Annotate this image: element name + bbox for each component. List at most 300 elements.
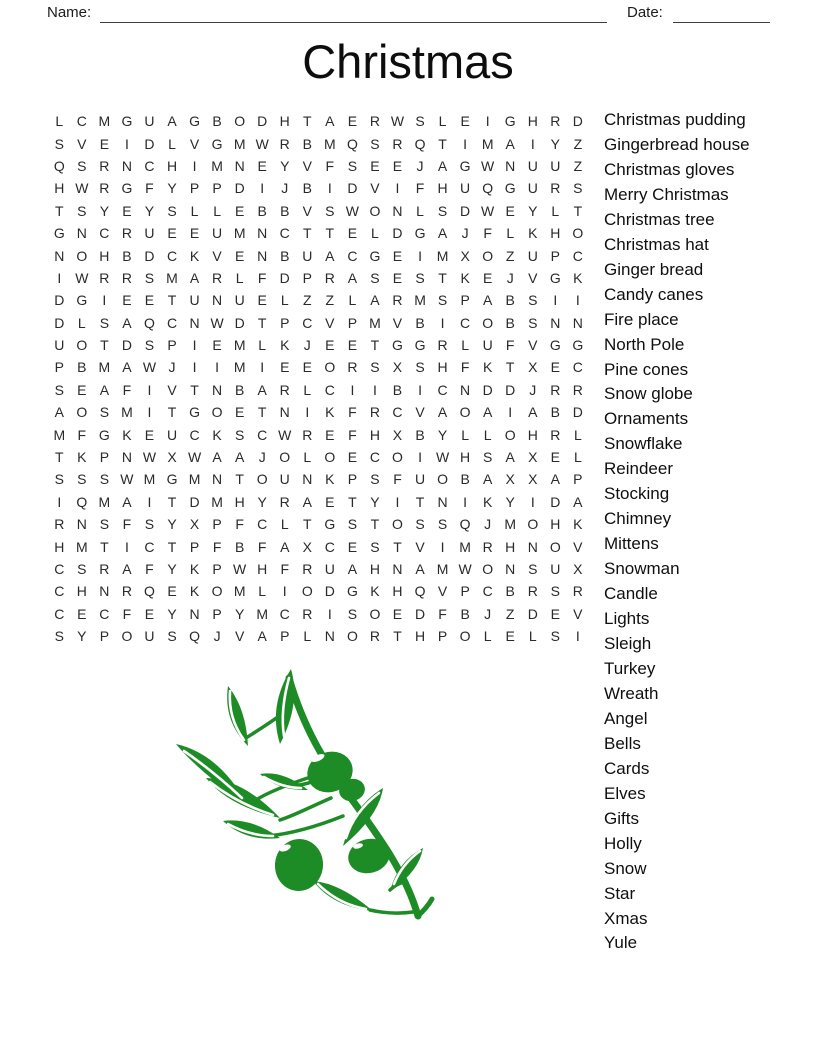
grid-letter: Q xyxy=(482,180,494,197)
grid-letter: J xyxy=(416,157,424,174)
grid-letter: A xyxy=(302,493,312,510)
grid-letter: U xyxy=(527,247,538,264)
grid-letter: Y xyxy=(167,180,177,197)
grid-letter: F xyxy=(122,516,132,533)
grid-letter: E xyxy=(122,202,132,219)
grid-letter: N xyxy=(505,561,516,577)
grid-letter: I xyxy=(260,180,265,197)
grid-letter: S xyxy=(99,314,110,331)
grid-letter: E xyxy=(325,493,335,510)
grid-letter: T xyxy=(303,516,312,533)
grid-letter: E xyxy=(144,292,155,309)
word-list-item: Reindeer xyxy=(604,459,673,479)
grid-letter: P xyxy=(167,337,177,354)
date-label: Date: xyxy=(627,4,663,21)
grid-letter: C xyxy=(279,225,290,242)
grid-letter: R xyxy=(279,135,290,152)
grid-letter: T xyxy=(100,337,109,354)
grid-letter: E xyxy=(257,292,267,309)
word-list-item: Wreath xyxy=(604,683,659,703)
grid-letter: N xyxy=(302,471,313,488)
word-list-item: Xmas xyxy=(604,908,648,928)
grid-letter: N xyxy=(437,493,448,510)
grid-letter: W xyxy=(75,269,89,286)
grid-letter: T xyxy=(303,113,312,130)
grid-letter: A xyxy=(505,449,515,466)
grid-letter: N xyxy=(324,628,335,645)
grid-letter: Q xyxy=(144,583,155,600)
grid-letter: Z xyxy=(505,247,515,264)
grid-letter: F xyxy=(393,471,402,488)
grid-letter: N xyxy=(550,314,561,331)
grid-letter: R xyxy=(99,180,110,197)
grid-letter: F xyxy=(483,225,492,242)
grid-letter: F xyxy=(122,381,132,398)
grid-letter: P xyxy=(437,628,448,645)
grid-letter: A xyxy=(325,113,335,130)
word-list-item: Snow globe xyxy=(604,384,693,404)
grid-letter: P xyxy=(99,628,110,645)
grid-letter: C xyxy=(54,561,65,577)
grid-letter: M xyxy=(53,426,66,443)
grid-letter: C xyxy=(189,426,200,443)
grid-letter: C xyxy=(460,314,471,331)
grid-letter: E xyxy=(347,337,358,354)
grid-letter: L xyxy=(573,449,582,466)
name-label: Name: xyxy=(47,4,92,21)
grid-letter: Z xyxy=(505,605,515,622)
grid-letter: M xyxy=(369,314,381,331)
word-list-item: Lights xyxy=(604,609,650,629)
grid-letter: M xyxy=(166,269,178,286)
word-list-item: Holly xyxy=(604,833,642,853)
grid-letter: M xyxy=(233,135,246,152)
grid-letter: S xyxy=(144,337,155,354)
word-list-item: Ginger bread xyxy=(604,259,704,279)
grid-letter: V xyxy=(302,202,312,219)
grid-letter: R xyxy=(99,269,110,286)
grid-letter: U xyxy=(527,157,538,174)
grid-letter: E xyxy=(325,337,335,354)
grid-letter: E xyxy=(257,157,267,174)
name-fill-in-line xyxy=(100,5,607,23)
grid-letter: Q xyxy=(414,135,426,152)
grid-letter: J xyxy=(529,381,537,398)
grid-letter: E xyxy=(144,426,155,443)
grid-letter: U xyxy=(279,471,290,488)
grid-letter: E xyxy=(144,605,155,622)
grid-letter: G xyxy=(166,471,178,488)
grid-letter: S xyxy=(347,157,358,174)
grid-letter: I xyxy=(553,292,558,309)
grid-letter: H xyxy=(234,493,245,510)
grid-letter: L xyxy=(483,628,492,645)
grid-letter: U xyxy=(189,292,200,309)
grid-letter: X xyxy=(528,359,538,376)
page-title: Christmas xyxy=(302,35,514,88)
grid-letter: U xyxy=(54,337,65,354)
grid-letter: G xyxy=(121,113,133,130)
grid-letter: C xyxy=(482,583,493,600)
grid-letter: J xyxy=(303,337,311,354)
grid-letter: G xyxy=(211,135,223,152)
grid-letter: Y xyxy=(167,516,177,533)
grid-letter: Z xyxy=(303,292,312,309)
grid-letter: K xyxy=(122,426,132,443)
grid-letter: R xyxy=(369,404,380,421)
grid-letter: A xyxy=(325,247,335,264)
grid-letter: D xyxy=(460,202,471,219)
grid-letter: U xyxy=(234,292,245,309)
grid-letter: H xyxy=(369,426,380,443)
grid-letter: W xyxy=(345,202,359,219)
grid-letter: C xyxy=(392,404,403,421)
grid-letter: F xyxy=(145,180,154,197)
grid-letter: L xyxy=(55,113,64,130)
grid-letter: B xyxy=(415,314,425,331)
word-list-item: Chimney xyxy=(604,509,672,529)
grid-letter: R xyxy=(482,538,493,555)
grid-letter: G xyxy=(346,583,358,600)
date-fill-in-line xyxy=(673,5,770,23)
grid-letter: C xyxy=(572,359,583,376)
grid-letter: G xyxy=(189,404,200,421)
grid-letter: L xyxy=(461,337,470,354)
grid-letter: A xyxy=(482,471,493,488)
grid-letter: E xyxy=(392,157,403,174)
grid-letter: C xyxy=(572,247,583,264)
grid-letter: D xyxy=(234,314,245,331)
grid-letter: H xyxy=(279,113,290,130)
grid-letter: E xyxy=(550,359,560,376)
grid-letter: I xyxy=(418,449,422,466)
grid-letter: G xyxy=(324,516,336,533)
grid-letter: O xyxy=(482,314,494,331)
grid-letter: T xyxy=(54,449,64,466)
grid-letter: K xyxy=(482,359,493,376)
grid-letter: Y xyxy=(167,561,177,577)
grid-letter: O xyxy=(369,605,381,622)
grid-letter: B xyxy=(392,381,403,398)
grid-letter: N xyxy=(527,538,538,555)
grid-letter: W xyxy=(187,449,202,466)
grid-letter: L xyxy=(461,426,470,443)
grid-letter: E xyxy=(234,247,245,264)
grid-letter: X xyxy=(528,471,538,488)
grid-letter: O xyxy=(369,202,381,219)
grid-letter: L xyxy=(348,292,357,309)
grid-letter: D xyxy=(144,135,155,152)
grid-letter: H xyxy=(505,538,516,555)
grid-letter: T xyxy=(54,202,64,219)
grid-letter: R xyxy=(550,180,561,197)
grid-letter: P xyxy=(302,269,312,286)
grid-letter: U xyxy=(144,225,155,242)
grid-letter: I xyxy=(440,538,445,555)
grid-letter: P xyxy=(460,292,470,309)
grid-letter: T xyxy=(505,359,515,376)
grid-letter: S xyxy=(144,516,155,533)
grid-letter: T xyxy=(167,538,177,555)
grid-letter: S xyxy=(54,381,64,398)
grid-letter: G xyxy=(414,337,426,354)
grid-letter: A xyxy=(437,157,448,174)
grid-letter: R xyxy=(121,583,132,600)
grid-letter: G xyxy=(549,269,561,286)
grid-letter: D xyxy=(392,225,403,242)
grid-letter: G xyxy=(504,180,516,197)
grid-letter: B xyxy=(234,538,245,555)
grid-letter: O xyxy=(76,404,88,421)
grid-letter: L xyxy=(235,269,244,286)
grid-letter: I xyxy=(147,404,152,421)
grid-letter: M xyxy=(436,561,449,577)
grid-letter: M xyxy=(211,157,223,174)
word-list-item: North Pole xyxy=(604,334,685,354)
grid-letter: S xyxy=(234,426,245,443)
grid-letter: R xyxy=(302,426,313,443)
grid-letter: P xyxy=(280,314,290,331)
grid-letter: U xyxy=(414,471,426,488)
grid-letter: V xyxy=(528,337,538,354)
grid-letter: R xyxy=(550,381,561,398)
grid-letter: C xyxy=(54,605,65,622)
grid-letter: S xyxy=(77,561,87,577)
grid-letter: T xyxy=(573,202,583,219)
grid-letter: T xyxy=(438,269,447,286)
grid-letter: S xyxy=(415,113,425,130)
grid-letter: W xyxy=(481,202,495,219)
word-list-item: Angel xyxy=(604,708,648,728)
grid-letter: D xyxy=(324,583,335,600)
grid-letter: Y xyxy=(257,493,267,510)
grid-letter: S xyxy=(528,561,538,577)
grid-letter: S xyxy=(550,628,560,645)
grid-letter: S xyxy=(370,269,380,286)
grid-letter: Z xyxy=(573,135,583,152)
grid-letter: E xyxy=(347,538,358,555)
grid-letter: M xyxy=(414,292,426,309)
grid-letter: N xyxy=(189,605,200,622)
grid-letter: S xyxy=(437,292,448,309)
grid-letter: P xyxy=(99,449,110,466)
grid-letter: B xyxy=(505,314,515,331)
grid-letter: I xyxy=(530,493,535,510)
grid-letter: K xyxy=(325,471,335,488)
grid-letter: S xyxy=(482,449,493,466)
grid-letter: E xyxy=(347,113,358,130)
grid-letter: Q xyxy=(459,516,471,533)
grid-letter: D xyxy=(347,180,358,197)
grid-letter: B xyxy=(460,471,470,488)
grid-letter: A xyxy=(122,561,132,577)
grid-letter: P xyxy=(212,516,222,533)
word-list-item: Star xyxy=(604,883,636,903)
grid-letter: P xyxy=(54,359,64,376)
grid-letter: K xyxy=(189,561,200,577)
grid-letter: O xyxy=(211,583,223,600)
grid-letter: S xyxy=(550,583,560,600)
grid-letter: M xyxy=(98,493,111,510)
grid-letter: I xyxy=(395,180,400,197)
grid-letter: Y xyxy=(234,605,245,622)
grid-letter: A xyxy=(370,292,380,309)
grid-letter: A xyxy=(550,471,560,488)
grid-letter: D xyxy=(482,381,493,398)
grid-letter: P xyxy=(212,180,222,197)
grid-letter: R xyxy=(437,337,448,354)
grid-letter: T xyxy=(415,493,425,510)
grid-letter: S xyxy=(54,628,64,645)
grid-letter: A xyxy=(122,493,132,510)
grid-letter: Y xyxy=(280,157,290,174)
grid-letter: Y xyxy=(77,628,87,645)
grid-letter: I xyxy=(124,538,129,555)
grid-letter: K xyxy=(573,516,583,533)
grid-letter: N xyxy=(212,471,223,488)
grid-letter: I xyxy=(327,180,332,197)
grid-letter: G xyxy=(504,113,516,130)
grid-letter: N xyxy=(257,225,268,242)
grid-letter: F xyxy=(415,180,425,197)
grid-letter: M xyxy=(233,337,246,354)
grid-letter: F xyxy=(348,404,357,421)
grid-letter: I xyxy=(575,292,580,309)
grid-letter: D xyxy=(144,247,155,264)
grid-letter: R xyxy=(121,225,132,242)
grid-letter: O xyxy=(76,247,88,264)
grid-letter: J xyxy=(281,180,289,197)
grid-letter: Z xyxy=(325,292,335,309)
word-list-item: Christmas tree xyxy=(604,209,715,229)
grid-letter: S xyxy=(77,471,87,488)
grid-letter: H xyxy=(527,113,538,130)
grid-letter: L xyxy=(258,337,267,354)
grid-letter: I xyxy=(575,628,580,645)
grid-letter: Q xyxy=(346,135,358,152)
grid-letter: J xyxy=(461,225,469,242)
grid-letter: U xyxy=(302,247,313,264)
word-list-item: Cards xyxy=(604,758,650,778)
word-list-item: Turkey xyxy=(604,658,656,678)
grid-letter: N xyxy=(76,225,87,242)
word-list-item: Gingerbread house xyxy=(604,134,750,154)
grid-letter: R xyxy=(550,113,561,130)
grid-letter: E xyxy=(77,605,87,622)
grid-letter: V xyxy=(392,314,403,331)
grid-letter: O xyxy=(301,583,313,600)
grid-letter: I xyxy=(485,113,490,130)
grid-letter: H xyxy=(550,516,561,533)
grid-letter: I xyxy=(530,135,535,152)
grid-letter: P xyxy=(189,180,200,197)
grid-letter: V xyxy=(528,269,538,286)
grid-letter: K xyxy=(189,247,200,264)
grid-letter: T xyxy=(325,225,335,242)
grid-letter: E xyxy=(234,404,245,421)
grid-letter: Y xyxy=(167,605,177,622)
grid-letter: S xyxy=(370,538,380,555)
grid-letter: I xyxy=(418,381,422,398)
grid-letter: X xyxy=(573,561,583,577)
grid-letter: S xyxy=(347,605,358,622)
grid-letter: S xyxy=(144,269,155,286)
grid-letter: C xyxy=(324,381,335,398)
grid-letter: H xyxy=(414,628,426,645)
grid-letter: C xyxy=(257,426,268,443)
grid-letter: R xyxy=(54,516,65,533)
grid-letter: B xyxy=(77,359,87,376)
grid-letter: T xyxy=(303,225,312,242)
grid-letter: R xyxy=(99,561,110,577)
grid-letter: K xyxy=(77,449,87,466)
grid-letter: V xyxy=(167,381,177,398)
grid-letter: D xyxy=(414,605,426,622)
grid-letter: L xyxy=(280,292,289,309)
grid-letter: W xyxy=(390,113,405,130)
grid-letter: R xyxy=(572,381,583,398)
grid-letter: B xyxy=(302,135,312,152)
grid-letter: M xyxy=(188,471,201,488)
grid-letter: N xyxy=(234,157,245,174)
grid-letter: L xyxy=(213,202,221,219)
grid-letter: V xyxy=(415,538,425,555)
word-list-item: Snowman xyxy=(604,559,680,579)
grid-letter: M xyxy=(459,538,471,555)
grid-letter: F xyxy=(122,605,132,622)
grid-letter: J xyxy=(258,449,266,466)
grid-letter: X xyxy=(460,247,470,264)
grid-letter: B xyxy=(280,202,290,219)
grid-letter: F xyxy=(348,426,357,443)
grid-letter: X xyxy=(505,471,515,488)
grid-letter: H xyxy=(527,426,538,443)
grid-letter: V xyxy=(77,135,87,152)
grid-letter: E xyxy=(550,449,560,466)
grid-letter: W xyxy=(233,561,247,577)
grid-letter: C xyxy=(144,538,155,555)
grid-letter: O xyxy=(572,225,584,242)
grid-letter: N xyxy=(392,561,403,577)
grid-letter: O xyxy=(482,561,494,577)
grid-letter: M xyxy=(436,247,449,264)
grid-letter: E xyxy=(347,225,358,242)
grid-letter: E xyxy=(122,292,132,309)
grid-letter: V xyxy=(573,538,583,555)
grid-letter: N xyxy=(392,202,403,219)
grid-letter: D xyxy=(550,493,561,510)
grid-letter: R xyxy=(302,561,313,577)
grid-letter: Q xyxy=(144,314,155,331)
grid-letter: F xyxy=(257,269,267,286)
grid-letter: C xyxy=(279,605,290,622)
grid-letter: T xyxy=(393,628,402,645)
grid-letter: R xyxy=(121,269,132,286)
grid-letter: Y xyxy=(144,202,155,219)
word-list-item: Candy canes xyxy=(604,284,704,304)
grid-letter: A xyxy=(167,113,177,130)
grid-letter: G xyxy=(121,180,133,197)
grid-letter: R xyxy=(279,493,290,510)
grid-letter: Y xyxy=(505,493,515,510)
grid-letter: M xyxy=(75,538,88,555)
grid-letter: N xyxy=(572,314,583,331)
word-search-grid xyxy=(48,110,589,647)
grid-letter: D xyxy=(54,292,65,309)
grid-letter: K xyxy=(189,583,200,600)
grid-letter: K xyxy=(528,225,538,242)
word-list-item: Sleigh xyxy=(604,634,652,654)
